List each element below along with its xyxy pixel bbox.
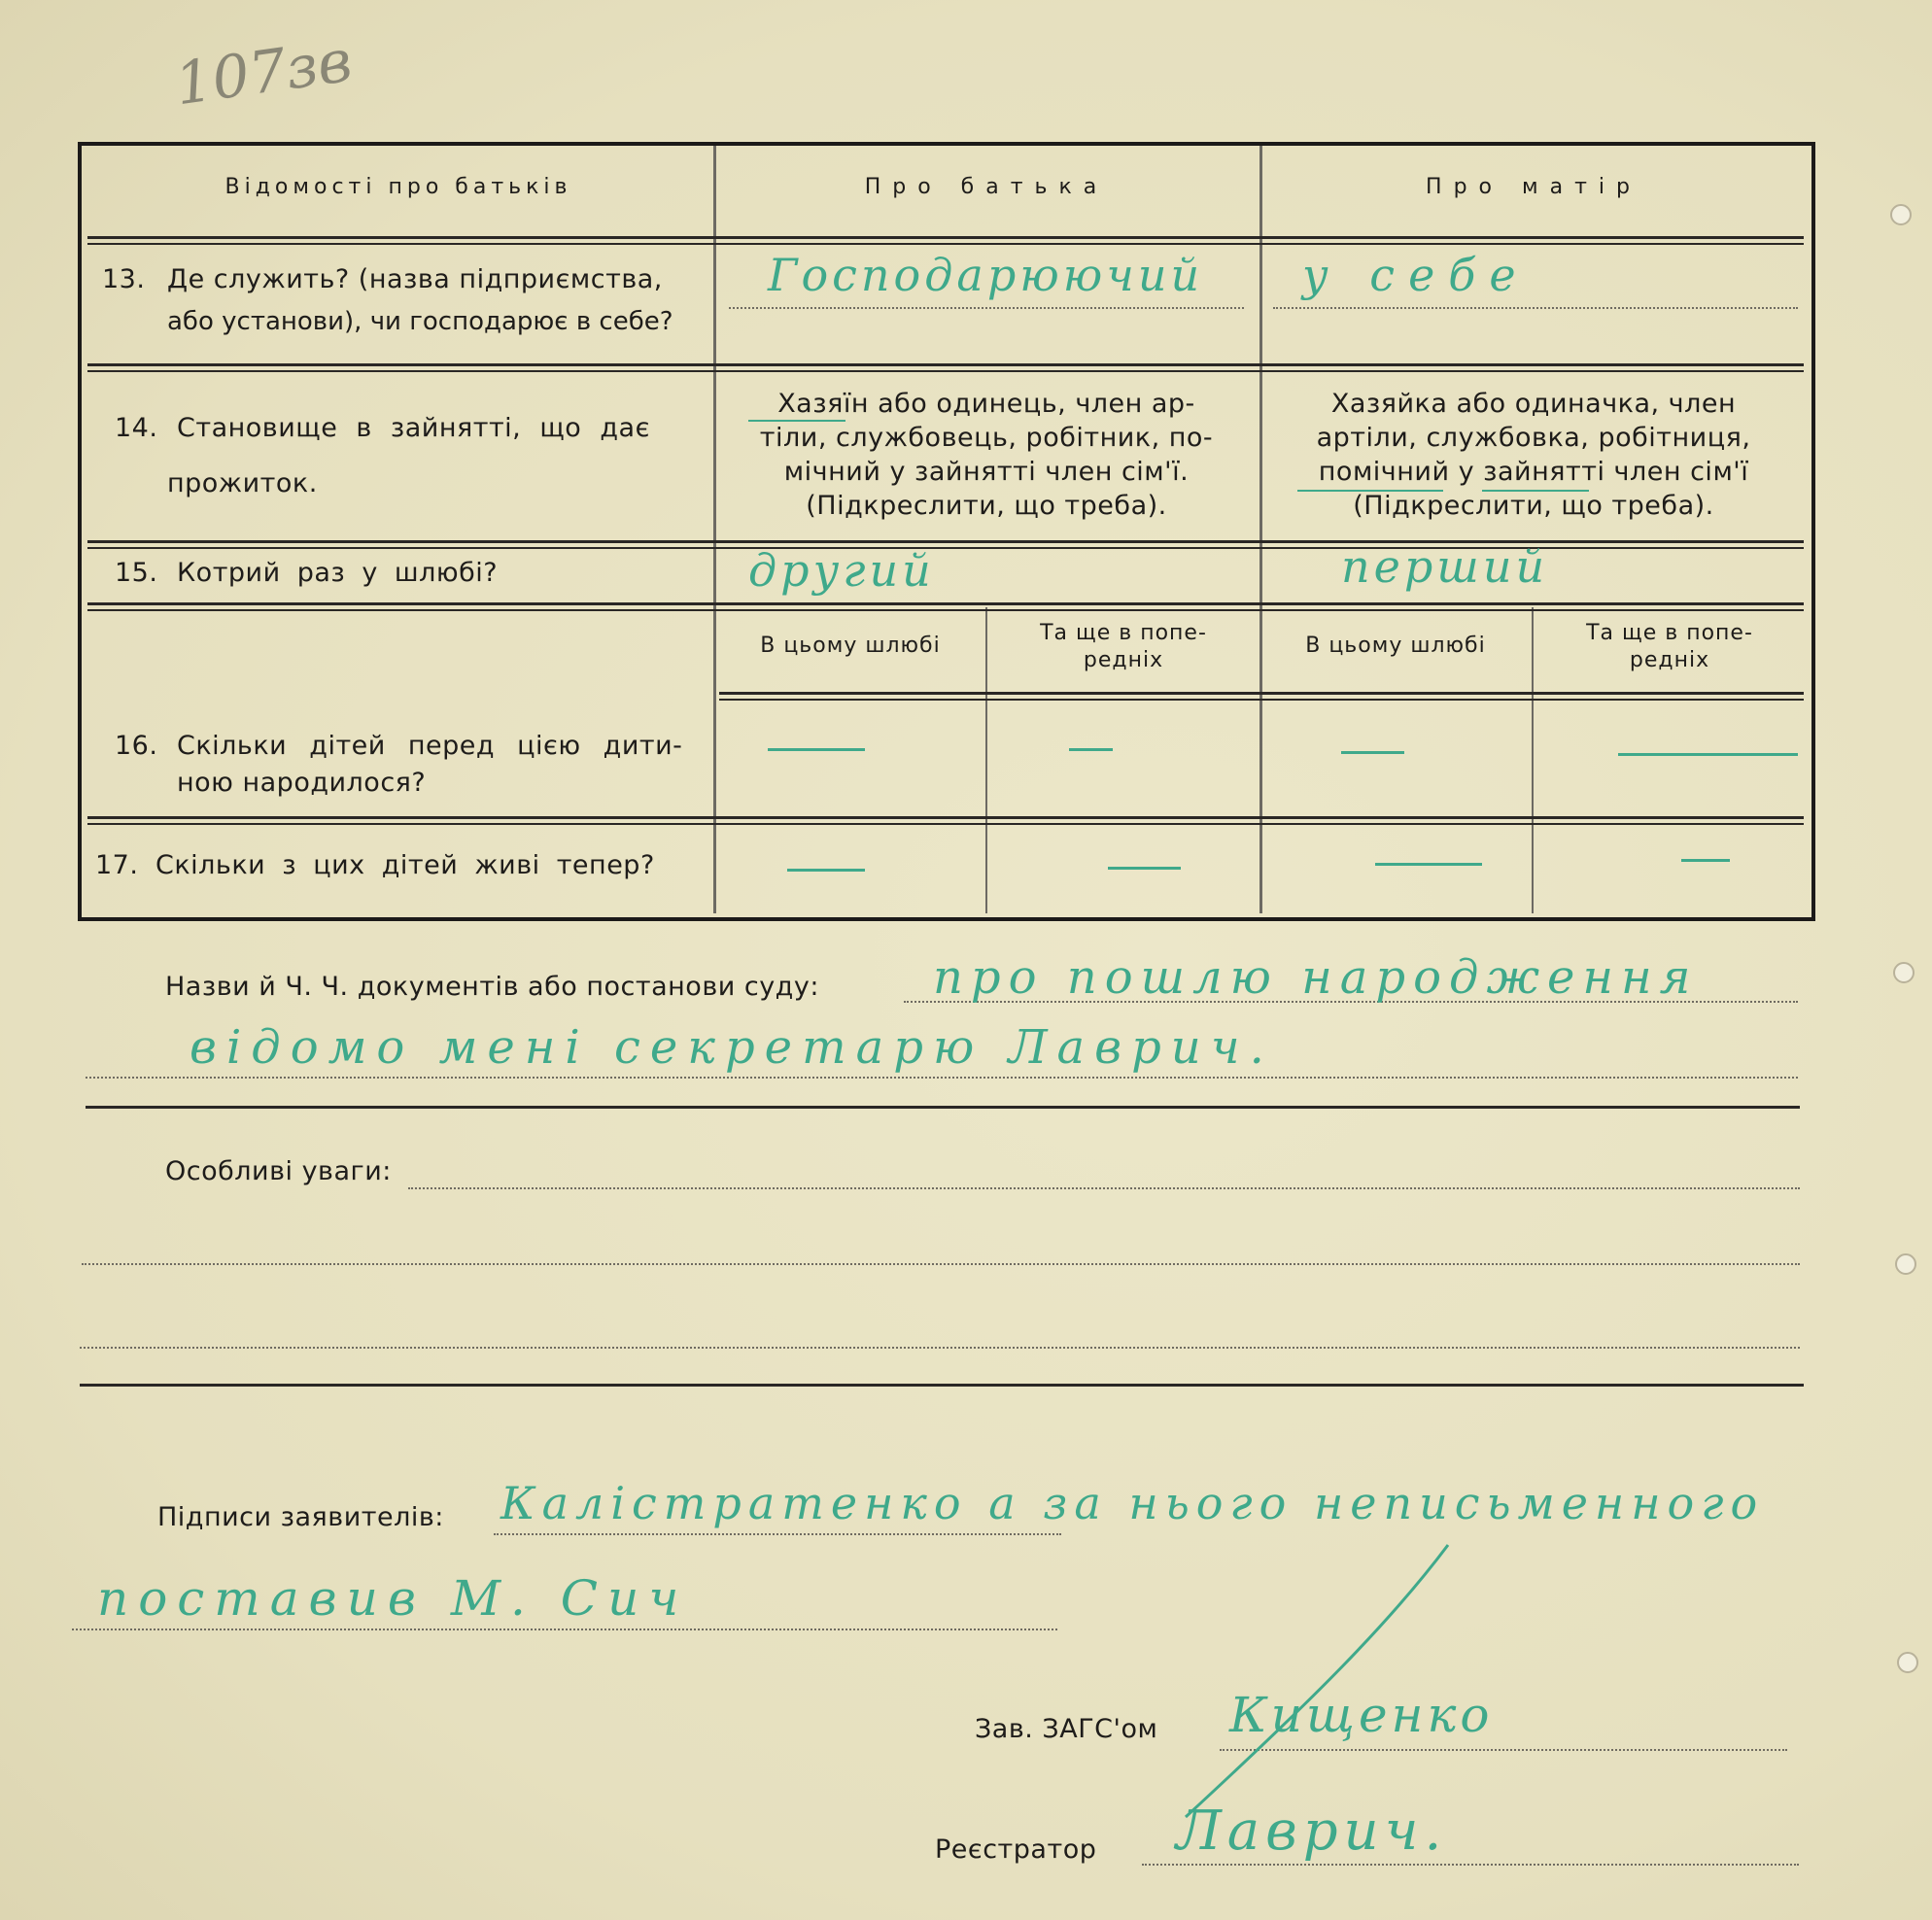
registrar-label: Реєстратор: [935, 1834, 1097, 1865]
section-divider: [86, 1106, 1800, 1109]
col-divider: [985, 607, 987, 913]
row-divider: [87, 370, 1804, 372]
q15-father-answer: другий: [748, 544, 935, 597]
q14-father-underline: [748, 420, 845, 422]
head-signature: Кищенко: [1229, 1687, 1494, 1743]
documents-value-line1: про пошлю народження: [933, 950, 1699, 1005]
previous-header-line1: Та ще в попе-: [1040, 621, 1207, 645]
fill-line: [72, 1629, 1057, 1630]
fill-line: [80, 1347, 1800, 1349]
header-father: Про батька: [864, 175, 1109, 199]
q16-line2: ною народилося?: [177, 768, 427, 798]
applicants-signature-line2: поставив М. Сич: [97, 1570, 689, 1627]
punch-hole: [1893, 962, 1915, 983]
q14-father-line4: (Підкреслити, що треба).: [806, 491, 1167, 521]
mother-this-marriage-header: В цьому шлюбі: [1305, 634, 1486, 658]
q17-mother-this-dash: [1375, 863, 1482, 866]
notes-label: Особливі уваги:: [165, 1156, 392, 1186]
q14-line1: Становище в зайнятті, що дає: [177, 413, 650, 443]
q14-father-line2: тіли, службовець, робітник, по-: [759, 423, 1214, 453]
registrar-signature: Лаврич.: [1176, 1800, 1448, 1863]
q13-line2: або установи), чи господарює в себе?: [167, 307, 673, 336]
col-divider: [1532, 607, 1534, 913]
q17-mother-prev-dash: [1681, 859, 1730, 862]
q14-father-options: [719, 387, 1254, 523]
q16-number: 16.: [115, 731, 158, 761]
head-label: Зав. ЗАГС'ом: [975, 1714, 1158, 1744]
father-previous-header: [989, 620, 1258, 674]
q17-father-this-dash: [787, 869, 865, 872]
fill-line: [729, 307, 1244, 309]
documents-label: Назви й Ч. Ч. документів або постанови суду:: [165, 972, 819, 1002]
q14-father-line1: Хазяїн або одинець, член ар-: [777, 389, 1195, 419]
previous-header-line1: Та ще в попе-: [1586, 621, 1753, 645]
q13-mother-answer: у себе: [1302, 249, 1530, 301]
signatures-label: Підписи заявителів:: [157, 1502, 444, 1532]
header-mother: Про матір: [1426, 175, 1641, 199]
fill-line: [1273, 307, 1798, 309]
q14-mother-line3: помічний у зайнятті член сім'ї: [1318, 457, 1749, 487]
row-divider: [87, 823, 1804, 825]
mother-previous-header: [1535, 620, 1804, 674]
row-divider: [87, 363, 1804, 366]
fill-line: [408, 1187, 1800, 1189]
q14-line2: прожиток.: [167, 468, 318, 498]
q16-mother-prev-dash: [1618, 753, 1798, 756]
fill-line: [1142, 1864, 1799, 1866]
punch-hole: [1897, 1652, 1918, 1673]
q15-label: Котрий раз у шлюбі?: [177, 558, 499, 588]
row-divider: [87, 602, 1804, 605]
q14-mother-underline: [1482, 490, 1589, 492]
col-divider: [713, 146, 716, 913]
signature-flourish: [1147, 1535, 1477, 1827]
applicants-signature-line1: Калістратенко а за нього неписьменного: [500, 1477, 1765, 1529]
previous-header-line2: редніх: [1629, 648, 1710, 672]
q17-number: 17.: [95, 850, 139, 880]
q17-label: Скільки з цих дітей живі тепер?: [155, 850, 655, 880]
q16-line1: Скільки дітей перед цією дити-: [177, 731, 683, 761]
q14-mother-line4: (Підкреслити, що треба).: [1353, 491, 1714, 521]
q14-number: 14.: [115, 413, 158, 443]
punch-hole: [1890, 204, 1912, 225]
q15-number: 15.: [115, 558, 158, 588]
col-divider: [1259, 146, 1262, 913]
q14-mother-line1: Хазяйка або одиначка, член: [1330, 389, 1737, 419]
row-divider: [719, 692, 1804, 695]
section-divider: [80, 1384, 1804, 1387]
row-divider: [87, 243, 1804, 245]
q13-number: 13.: [102, 264, 146, 294]
punch-hole: [1895, 1253, 1916, 1275]
fill-line: [82, 1263, 1800, 1265]
q13-line1: Де служить? (назва підприємства,: [167, 264, 663, 294]
documents-value-line2: відомо мені секретарю Лаврич.: [190, 1020, 1274, 1075]
q14-mother-underline: [1297, 490, 1443, 492]
previous-header-line2: редніх: [1083, 648, 1164, 672]
fill-line: [86, 1077, 1798, 1079]
father-this-marriage-header: В цьому шлюбі: [760, 634, 941, 658]
q14-mother-options: [1263, 387, 1804, 523]
q16-father-this-dash: [768, 748, 865, 751]
row-divider: [719, 699, 1804, 701]
fill-line: [494, 1533, 1061, 1535]
row-divider: [87, 236, 1804, 239]
row-divider: [87, 816, 1804, 819]
q14-father-line3: мічний у зайнятті член сім'ї.: [783, 457, 1190, 487]
archive-number: 107зв: [171, 26, 357, 120]
q16-father-prev-dash: [1069, 748, 1113, 751]
q13-father-answer: Господарюючий: [768, 249, 1204, 301]
q16-mother-this-dash: [1341, 751, 1404, 754]
header-parents-info: Відомості про батьків: [224, 175, 572, 199]
q14-mother-line2: артіли, службовка, робітниця,: [1316, 423, 1751, 453]
row-divider: [87, 609, 1804, 611]
q15-mother-answer: перший: [1341, 540, 1549, 593]
q17-father-prev-dash: [1108, 867, 1181, 870]
